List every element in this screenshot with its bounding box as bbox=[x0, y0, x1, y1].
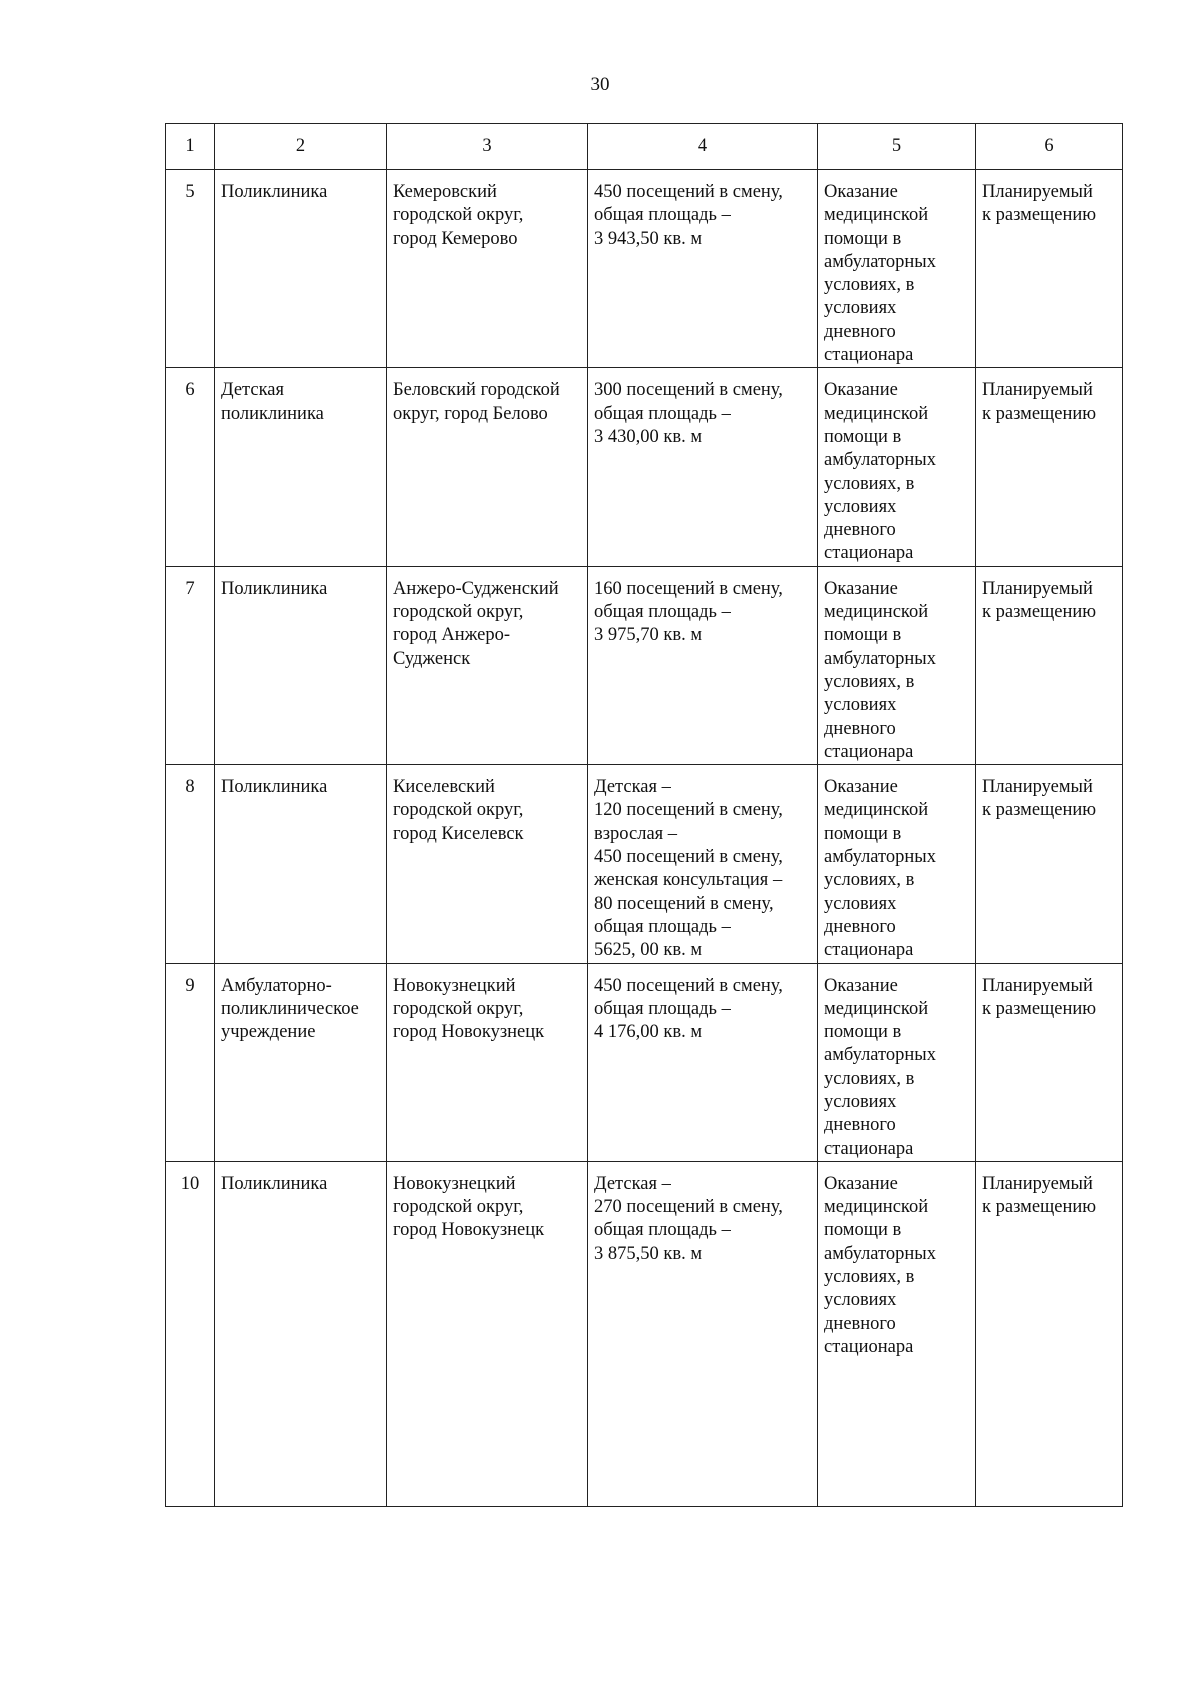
status-line: к размещению bbox=[982, 602, 1097, 623]
location-cell bbox=[387, 368, 588, 566]
status-cell bbox=[976, 765, 1123, 963]
status-line: Планируемый bbox=[982, 777, 1093, 798]
purpose-line: Оказание bbox=[824, 182, 898, 202]
location-line: Киселевский bbox=[393, 777, 495, 798]
purpose-line: стационара bbox=[824, 543, 914, 564]
facility-name-cell bbox=[215, 566, 387, 764]
purpose-cell bbox=[818, 368, 976, 566]
status-cell bbox=[976, 566, 1123, 764]
purpose-line: стационара bbox=[824, 1138, 914, 1159]
purpose-line: медицинской bbox=[824, 800, 929, 821]
purpose-line: Оказание bbox=[824, 578, 898, 599]
purpose-line: условиях bbox=[824, 496, 897, 517]
facilities-table bbox=[165, 123, 1123, 1507]
purpose-line: дневного bbox=[824, 718, 896, 739]
purpose-line: дневного bbox=[824, 1115, 896, 1136]
row-number-cell: 5 bbox=[166, 170, 215, 368]
purpose-line: дневного bbox=[824, 1313, 896, 1334]
capacity-line: 160 посещений в смену, bbox=[594, 578, 783, 599]
facility-name-cell bbox=[215, 368, 387, 566]
row-number-cell: 10 bbox=[166, 1161, 215, 1506]
facility-name-cell bbox=[215, 1161, 387, 1506]
row-number-cell: 6 bbox=[166, 368, 215, 566]
purpose-line: стационара bbox=[824, 741, 914, 762]
facility-name-cell bbox=[215, 765, 387, 963]
purpose-line: Оказание bbox=[824, 1173, 898, 1194]
capacity-line: 3 975,70 кв. м bbox=[594, 625, 703, 646]
purpose-line: амбулаторных bbox=[824, 450, 936, 471]
purpose-line: стационара bbox=[824, 1336, 914, 1357]
location-line: городской округ, bbox=[393, 602, 524, 623]
purpose-cell bbox=[818, 765, 976, 963]
facility-name-cell bbox=[215, 963, 387, 1161]
capacity-line: 3 943,50 кв. м bbox=[594, 228, 703, 249]
location-cell bbox=[387, 765, 588, 963]
purpose-line: медицинской bbox=[824, 602, 929, 623]
status-cell bbox=[976, 963, 1123, 1161]
purpose-line: условиях bbox=[824, 298, 897, 319]
purpose-line: помощи в bbox=[824, 823, 902, 844]
capacity-line: 450 посещений в смену, bbox=[594, 847, 783, 868]
purpose-line: помощи в bbox=[824, 228, 902, 249]
capacity-cell bbox=[588, 1161, 818, 1506]
capacity-line: 270 посещений в смену, bbox=[594, 1197, 783, 1218]
purpose-line: условиях, в bbox=[824, 1068, 915, 1089]
purpose-cell bbox=[818, 566, 976, 764]
status-line: к размещению bbox=[982, 403, 1097, 424]
capacity-line: 5625, 00 кв. м bbox=[594, 940, 703, 961]
purpose-line: медицинской bbox=[824, 1197, 929, 1218]
capacity-line: общая площадь – bbox=[594, 403, 731, 424]
location-cell bbox=[387, 170, 588, 368]
purpose-line: условиях, в bbox=[824, 671, 915, 692]
capacity-cell bbox=[588, 170, 818, 368]
location-line: Беловский городской bbox=[393, 380, 560, 401]
purpose-cell bbox=[818, 1161, 976, 1506]
capacity-line: общая площадь – bbox=[594, 998, 731, 1019]
purpose-line: Оказание bbox=[824, 975, 898, 996]
capacity-line: 3 430,00 кв. м bbox=[594, 426, 703, 447]
purpose-line: условиях bbox=[824, 1290, 897, 1311]
capacity-line: общая площадь – bbox=[594, 602, 731, 623]
location-line: город Новокузнецк bbox=[393, 1022, 545, 1043]
capacity-cell bbox=[588, 765, 818, 963]
purpose-line: медицинской bbox=[824, 403, 929, 424]
status-cell bbox=[976, 170, 1123, 368]
location-line: Анжеро-Судженский bbox=[393, 578, 559, 599]
purpose-line: условиях, в bbox=[824, 870, 915, 891]
status-line: к размещению bbox=[982, 998, 1097, 1019]
purpose-cell bbox=[818, 963, 976, 1161]
purpose-line: амбулаторных bbox=[824, 251, 936, 272]
facility-name-line: Поликлиника bbox=[221, 182, 328, 202]
capacity-line: 300 посещений в смену, bbox=[594, 380, 783, 401]
status-line: Планируемый bbox=[982, 578, 1093, 599]
location-line: городской округ, bbox=[393, 998, 524, 1019]
purpose-line: условиях, в bbox=[824, 1267, 915, 1288]
capacity-line: 4 176,00 кв. м bbox=[594, 1022, 703, 1043]
header-cell-col6: 6 bbox=[976, 124, 1123, 170]
status-line: Планируемый bbox=[982, 975, 1093, 996]
table-row bbox=[166, 368, 1123, 566]
purpose-line: помощи в bbox=[824, 426, 902, 447]
facility-name-cell bbox=[215, 170, 387, 368]
status-line: Планируемый bbox=[982, 1173, 1093, 1194]
facility-name-line: Амбулаторно- bbox=[221, 975, 332, 996]
purpose-line: стационара bbox=[824, 940, 914, 961]
facility-name-line: Детская bbox=[221, 380, 285, 401]
location-line: город Новокузнецк bbox=[393, 1220, 545, 1241]
table-row bbox=[166, 1161, 1123, 1506]
capacity-line: 3 875,50 кв. м bbox=[594, 1243, 703, 1264]
purpose-line: Оказание bbox=[824, 380, 898, 401]
location-line: Судженск bbox=[393, 648, 471, 669]
facility-name-line: поликлиника bbox=[221, 403, 324, 424]
purpose-line: амбулаторных bbox=[824, 1045, 936, 1066]
purpose-line: помощи в bbox=[824, 1022, 902, 1043]
table-row bbox=[166, 566, 1123, 764]
header-cell-col5: 5 bbox=[818, 124, 976, 170]
purpose-line: Оказание bbox=[824, 777, 898, 798]
capacity-line: Детская – bbox=[594, 777, 671, 798]
location-line: город Киселевск bbox=[393, 823, 524, 844]
capacity-line: женская консультация – bbox=[594, 870, 783, 891]
purpose-line: помощи в bbox=[824, 625, 902, 646]
table-row bbox=[166, 170, 1123, 368]
header-cell-col3: 3 bbox=[387, 124, 588, 170]
status-line: Планируемый bbox=[982, 182, 1093, 202]
purpose-line: медицинской bbox=[824, 205, 929, 226]
table-row bbox=[166, 963, 1123, 1161]
location-line: Новокузнецкий bbox=[393, 975, 516, 996]
location-line: городской округ, bbox=[393, 800, 524, 821]
purpose-line: помощи в bbox=[824, 1220, 902, 1241]
facility-name-line: Поликлиника bbox=[221, 1173, 328, 1194]
table-row bbox=[166, 765, 1123, 963]
header-cell-col4: 4 bbox=[588, 124, 818, 170]
purpose-line: амбулаторных bbox=[824, 648, 936, 669]
capacity-line: 120 посещений в смену, bbox=[594, 800, 783, 821]
status-line: к размещению bbox=[982, 205, 1097, 226]
page-number: 30 bbox=[590, 74, 610, 95]
row-number-cell: 9 bbox=[166, 963, 215, 1161]
capacity-line: 450 посещений в смену, bbox=[594, 182, 783, 202]
location-cell bbox=[387, 963, 588, 1161]
purpose-line: медицинской bbox=[824, 998, 929, 1019]
facility-name-line: учреждение bbox=[221, 1022, 316, 1043]
status-line: к размещению bbox=[982, 1197, 1097, 1218]
purpose-line: условиях bbox=[824, 695, 897, 716]
purpose-line: дневного bbox=[824, 520, 896, 541]
capacity-line: 450 посещений в смену, bbox=[594, 975, 783, 996]
purpose-line: дневного bbox=[824, 321, 896, 342]
capacity-cell bbox=[588, 566, 818, 764]
location-line: городской округ, bbox=[393, 1197, 524, 1218]
purpose-line: условиях, в bbox=[824, 275, 915, 296]
capacity-line: общая площадь – bbox=[594, 916, 731, 937]
purpose-line: амбулаторных bbox=[824, 847, 936, 868]
location-cell bbox=[387, 566, 588, 764]
facility-name-line: Поликлиника bbox=[221, 777, 328, 798]
facility-name-line: Поликлиника bbox=[221, 578, 328, 599]
header-row bbox=[166, 124, 1123, 170]
location-cell bbox=[387, 1161, 588, 1506]
row-number-cell: 7 bbox=[166, 566, 215, 764]
purpose-line: условиях bbox=[824, 1091, 897, 1112]
header-cell-col1: 1 bbox=[166, 124, 215, 170]
purpose-line: амбулаторных bbox=[824, 1243, 936, 1264]
capacity-cell bbox=[588, 963, 818, 1161]
purpose-line: условиях bbox=[824, 893, 897, 914]
capacity-cell bbox=[588, 368, 818, 566]
location-line: Кемеровский bbox=[393, 182, 497, 202]
location-line: городской округ, bbox=[393, 205, 524, 226]
status-line: к размещению bbox=[982, 800, 1097, 821]
location-line: Новокузнецкий bbox=[393, 1173, 516, 1194]
capacity-line: Детская – bbox=[594, 1173, 671, 1194]
status-line: Планируемый bbox=[982, 380, 1093, 401]
row-number-cell: 8 bbox=[166, 765, 215, 963]
location-line: округ, город Белово bbox=[393, 403, 548, 424]
location-line: город Анжеро- bbox=[393, 625, 511, 646]
location-line: город Кемерово bbox=[393, 228, 518, 249]
capacity-line: общая площадь – bbox=[594, 1220, 731, 1241]
purpose-cell bbox=[818, 170, 976, 368]
purpose-line: стационара bbox=[824, 345, 914, 366]
table-body bbox=[166, 124, 1123, 1507]
purpose-line: условиях, в bbox=[824, 473, 915, 494]
capacity-line: 80 посещений в смену, bbox=[594, 893, 774, 914]
capacity-line: общая площадь – bbox=[594, 205, 731, 226]
status-cell bbox=[976, 368, 1123, 566]
status-cell bbox=[976, 1161, 1123, 1506]
facility-name-line: поликлиническое bbox=[221, 998, 359, 1019]
header-cell-col2: 2 bbox=[215, 124, 387, 170]
capacity-line: взрослая – bbox=[594, 823, 678, 844]
purpose-line: дневного bbox=[824, 916, 896, 937]
